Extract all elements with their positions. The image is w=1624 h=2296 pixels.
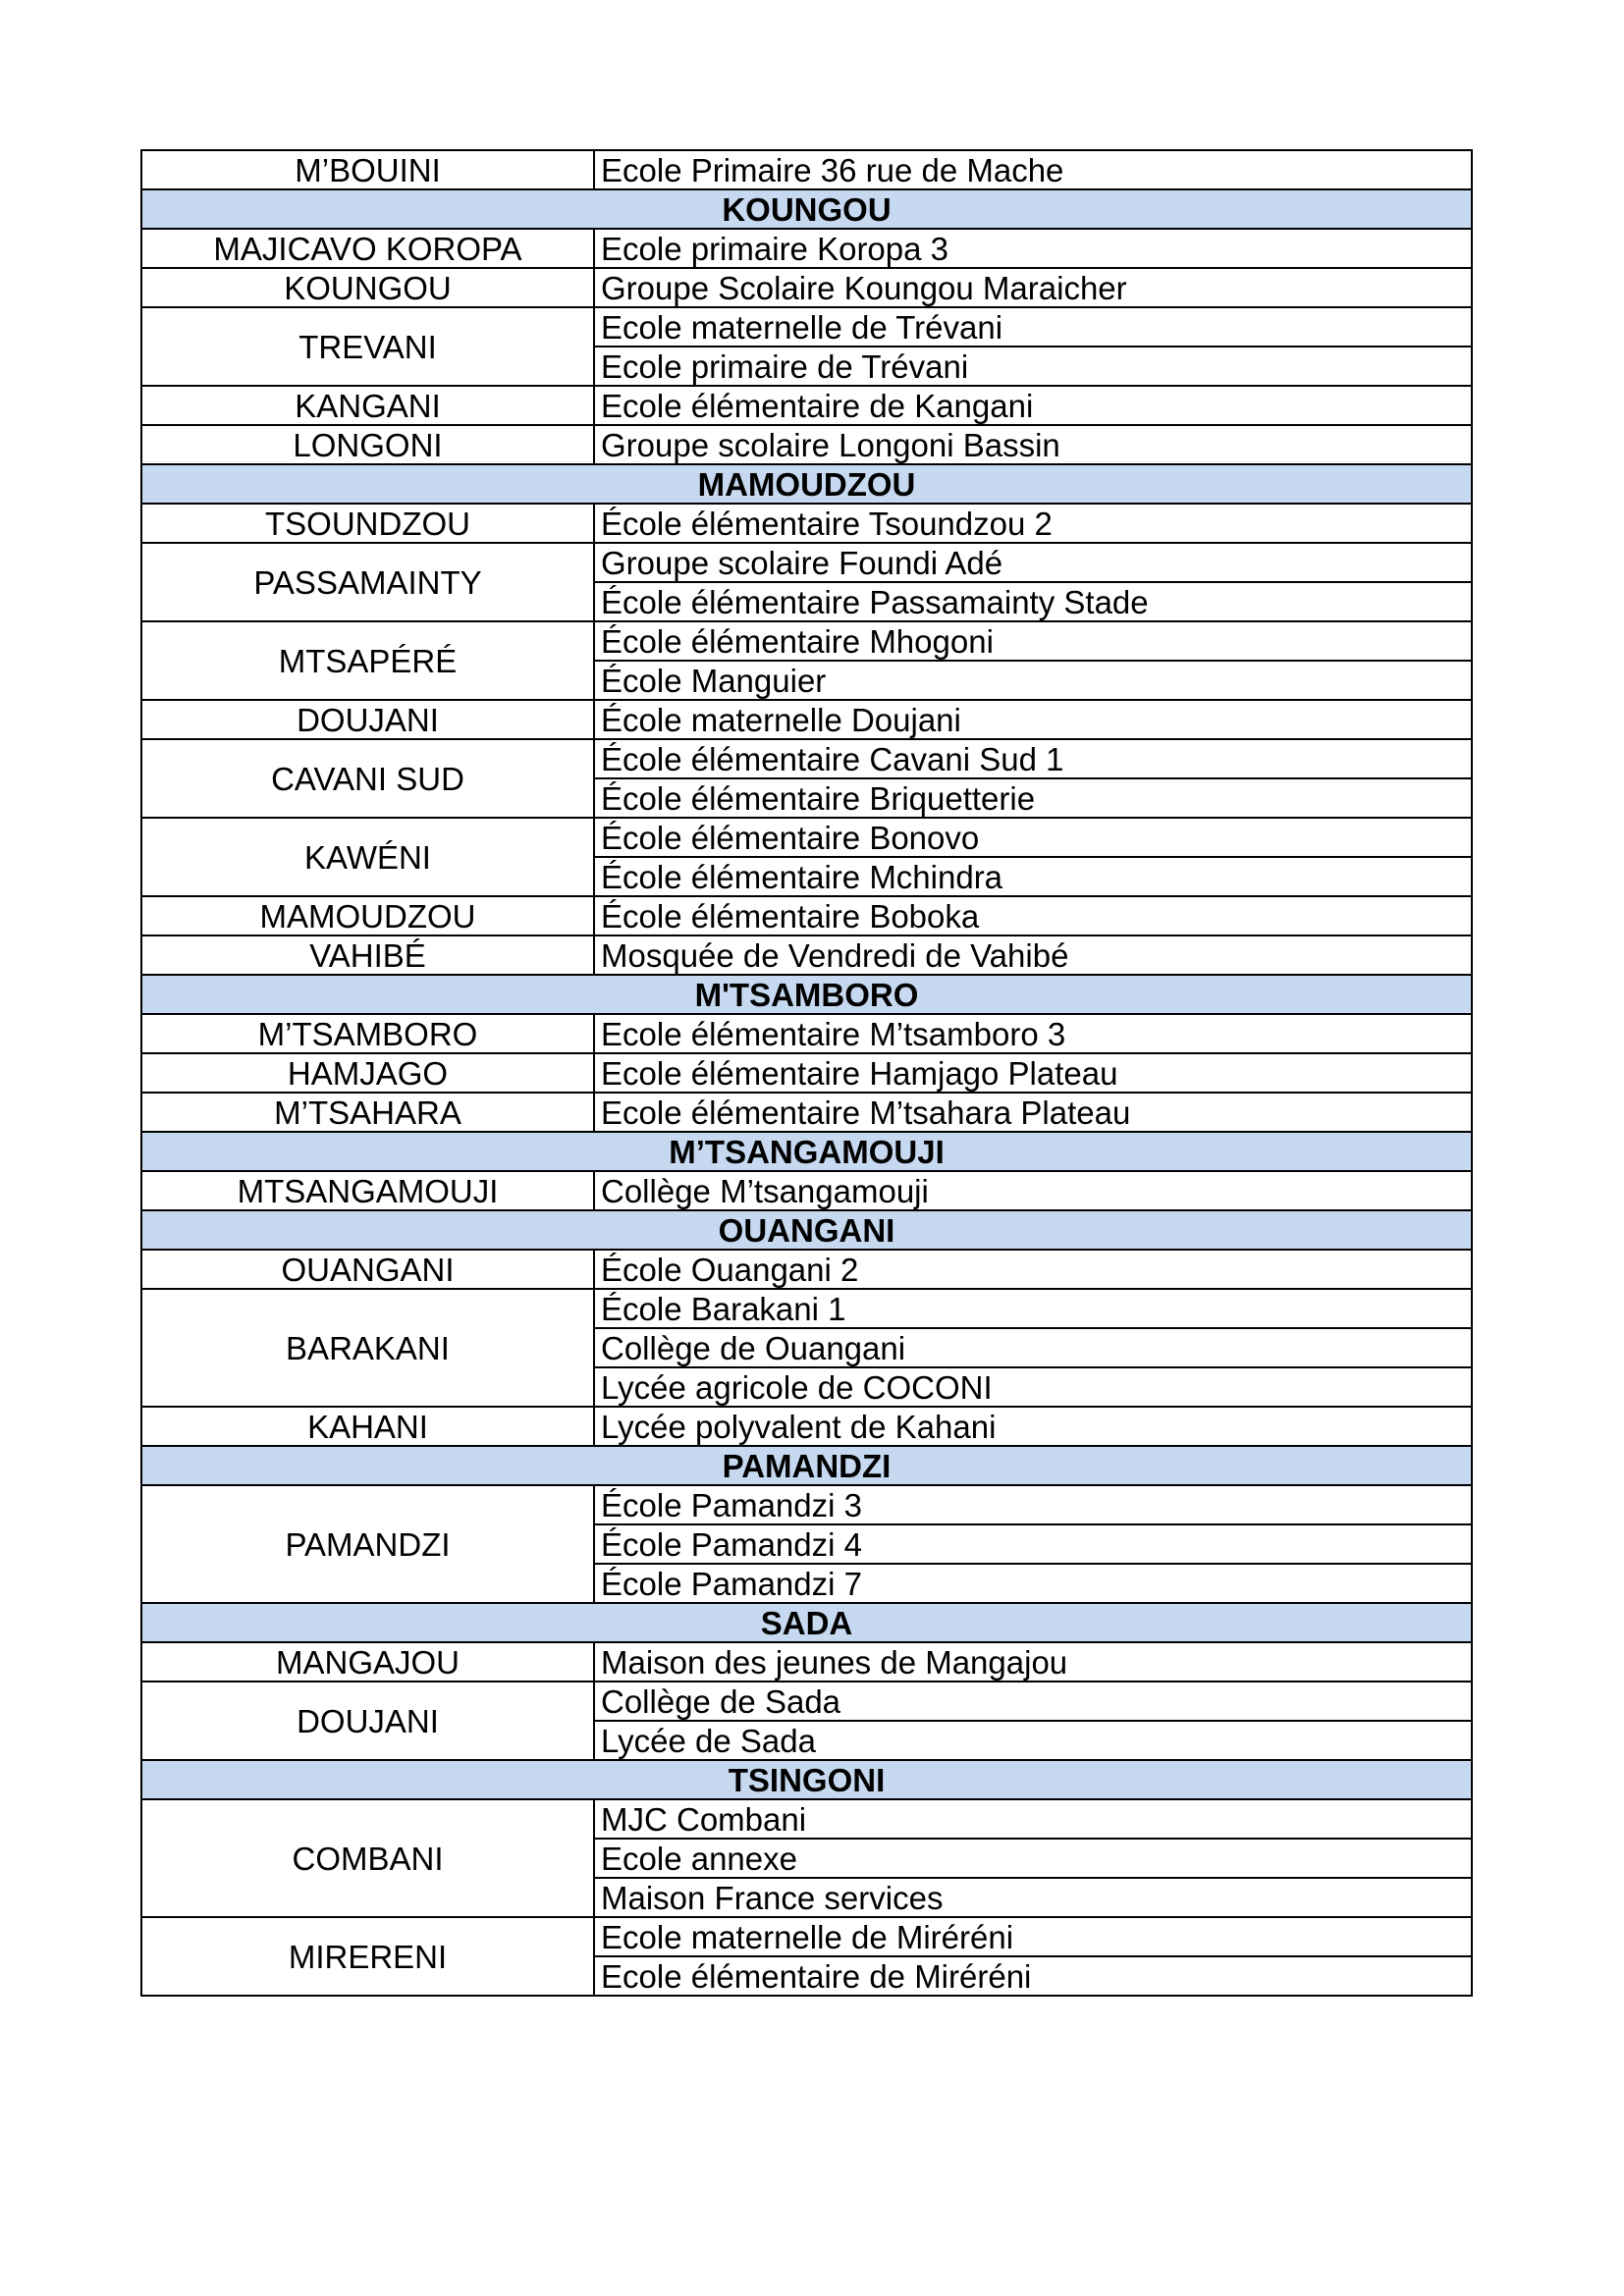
locality-cell: CAVANI SUD [141, 739, 594, 818]
polling-place-cell: École Pamandzi 7 [594, 1564, 1472, 1603]
locality-cell: BARAKANI [141, 1289, 594, 1407]
commune-name: M’TSANGAMOUJI [141, 1132, 1472, 1171]
locality-cell: LONGONI [141, 425, 594, 464]
polling-place-cell: École élémentaire Mchindra [594, 857, 1472, 896]
table-row [141, 1799, 1472, 1839]
table-row [141, 386, 1472, 425]
table-row [141, 1289, 1472, 1328]
table-row [141, 1093, 1472, 1132]
polling-place-cell: Ecole maternelle de Trévani [594, 307, 1472, 347]
table-row [141, 1407, 1472, 1446]
locality-cell: TREVANI [141, 307, 594, 386]
locality-cell: DOUJANI [141, 700, 594, 739]
polling-place-cell: Ecole primaire de Trévani [594, 347, 1472, 386]
polling-place-cell: Collège de Sada [594, 1682, 1472, 1721]
polling-place-cell: Maison France services [594, 1878, 1472, 1917]
polling-place-cell: MJC Combani [594, 1799, 1472, 1839]
table-row [141, 1917, 1472, 1956]
section-header-row [141, 1210, 1472, 1250]
polling-place-cell: École élémentaire Cavani Sud 1 [594, 739, 1472, 778]
polling-place-cell: Ecole maternelle de Miréréni [594, 1917, 1472, 1956]
section-header-row [141, 1760, 1472, 1799]
locality-cell: HAMJAGO [141, 1053, 594, 1093]
section-header-row [141, 189, 1472, 229]
commune-name: KOUNGOU [141, 189, 1472, 229]
table-row [141, 896, 1472, 935]
section-header-row [141, 1446, 1472, 1485]
polling-place-cell: Mosquée de Vendredi de Vahibé [594, 935, 1472, 975]
section-header-row [141, 1603, 1472, 1642]
table-row [141, 818, 1472, 857]
table-row [141, 1485, 1472, 1524]
table-row [141, 229, 1472, 268]
polling-place-cell: Collège de Ouangani [594, 1328, 1472, 1367]
commune-name: TSINGONI [141, 1760, 1472, 1799]
polling-place-cell: Ecole élémentaire Hamjago Plateau [594, 1053, 1472, 1093]
polling-place-cell: École Manguier [594, 661, 1472, 700]
polling-place-cell: École élémentaire Bonovo [594, 818, 1472, 857]
polling-place-cell: École élémentaire Mhogoni [594, 621, 1472, 661]
table-row [141, 1250, 1472, 1289]
polling-place-cell: Ecole primaire Koropa 3 [594, 229, 1472, 268]
locality-cell: MAJICAVO KOROPA [141, 229, 594, 268]
locality-cell: COMBANI [141, 1799, 594, 1917]
polling-place-cell: Lycée agricole de COCONI [594, 1367, 1472, 1407]
table-row [141, 150, 1472, 189]
polling-place-cell: Ecole Primaire 36 rue de Mache [594, 150, 1472, 189]
section-header-row [141, 1132, 1472, 1171]
polling-place-cell: Groupe scolaire Foundi Adé [594, 543, 1472, 582]
locality-cell: MTSANGAMOUJI [141, 1171, 594, 1210]
table-row [141, 1014, 1472, 1053]
locality-cell: TSOUNDZOU [141, 504, 594, 543]
commune-name: PAMANDZI [141, 1446, 1472, 1485]
locality-cell: MANGAJOU [141, 1642, 594, 1682]
polling-place-cell: Ecole élémentaire M’tsahara Plateau [594, 1093, 1472, 1132]
locality-cell: KOUNGOU [141, 268, 594, 307]
table-row [141, 543, 1472, 582]
locality-cell: PASSAMAINTY [141, 543, 594, 621]
polling-place-cell: Ecole élémentaire de Kangani [594, 386, 1472, 425]
section-header-row [141, 975, 1472, 1014]
polling-place-cell: Ecole élémentaire M’tsamboro 3 [594, 1014, 1472, 1053]
table-row [141, 268, 1472, 307]
table-row [141, 1053, 1472, 1093]
polling-place-cell: École Pamandzi 4 [594, 1524, 1472, 1564]
locality-cell: KANGANI [141, 386, 594, 425]
commune-name: MAMOUDZOU [141, 464, 1472, 504]
polling-place-cell: Ecole annexe [594, 1839, 1472, 1878]
locality-cell: MIRERENI [141, 1917, 594, 1996]
table-row [141, 1642, 1472, 1682]
polling-place-cell: École Barakani 1 [594, 1289, 1472, 1328]
table-row [141, 621, 1472, 661]
polling-place-cell: École Pamandzi 3 [594, 1485, 1472, 1524]
locality-cell: KAHANI [141, 1407, 594, 1446]
commune-name: OUANGANI [141, 1210, 1472, 1250]
locality-cell: MTSAPÉRÉ [141, 621, 594, 700]
locality-cell: M’BOUINI [141, 150, 594, 189]
polling-place-cell: École élémentaire Briquetterie [594, 778, 1472, 818]
table-row [141, 504, 1472, 543]
locality-cell: M’TSAHARA [141, 1093, 594, 1132]
polling-place-cell: École élémentaire Boboka [594, 896, 1472, 935]
polling-place-cell: Groupe Scolaire Koungou Maraicher [594, 268, 1472, 307]
polling-place-cell: Maison des jeunes de Mangajou [594, 1642, 1472, 1682]
polling-place-cell: Lycée de Sada [594, 1721, 1472, 1760]
commune-name: M'TSAMBORO [141, 975, 1472, 1014]
table-row [141, 425, 1472, 464]
table-row [141, 739, 1472, 778]
locality-cell: PAMANDZI [141, 1485, 594, 1603]
locality-cell: OUANGANI [141, 1250, 594, 1289]
commune-name: SADA [141, 1603, 1472, 1642]
locality-cell: KAWÉNI [141, 818, 594, 896]
locality-cell: M’TSAMBORO [141, 1014, 594, 1053]
polling-place-cell: Collège M’tsangamouji [594, 1171, 1472, 1210]
polling-place-cell: École Ouangani 2 [594, 1250, 1472, 1289]
section-header-row [141, 464, 1472, 504]
polling-place-cell: École élémentaire Passamainty Stade [594, 582, 1472, 621]
table-row [141, 307, 1472, 347]
locality-cell: VAHIBÉ [141, 935, 594, 975]
locality-cell: MAMOUDZOU [141, 896, 594, 935]
polling-place-cell: Lycée polyvalent de Kahani [594, 1407, 1472, 1446]
polling-places-table [140, 149, 1473, 1997]
polling-place-cell: École élémentaire Tsoundzou 2 [594, 504, 1472, 543]
polling-place-cell: Ecole élémentaire de Miréréni [594, 1956, 1472, 1996]
polling-place-cell: Groupe scolaire Longoni Bassin [594, 425, 1472, 464]
table-row [141, 935, 1472, 975]
table-row [141, 1682, 1472, 1721]
polling-place-cell: École maternelle Doujani [594, 700, 1472, 739]
table-row [141, 1171, 1472, 1210]
locality-cell: DOUJANI [141, 1682, 594, 1760]
table-row [141, 700, 1472, 739]
